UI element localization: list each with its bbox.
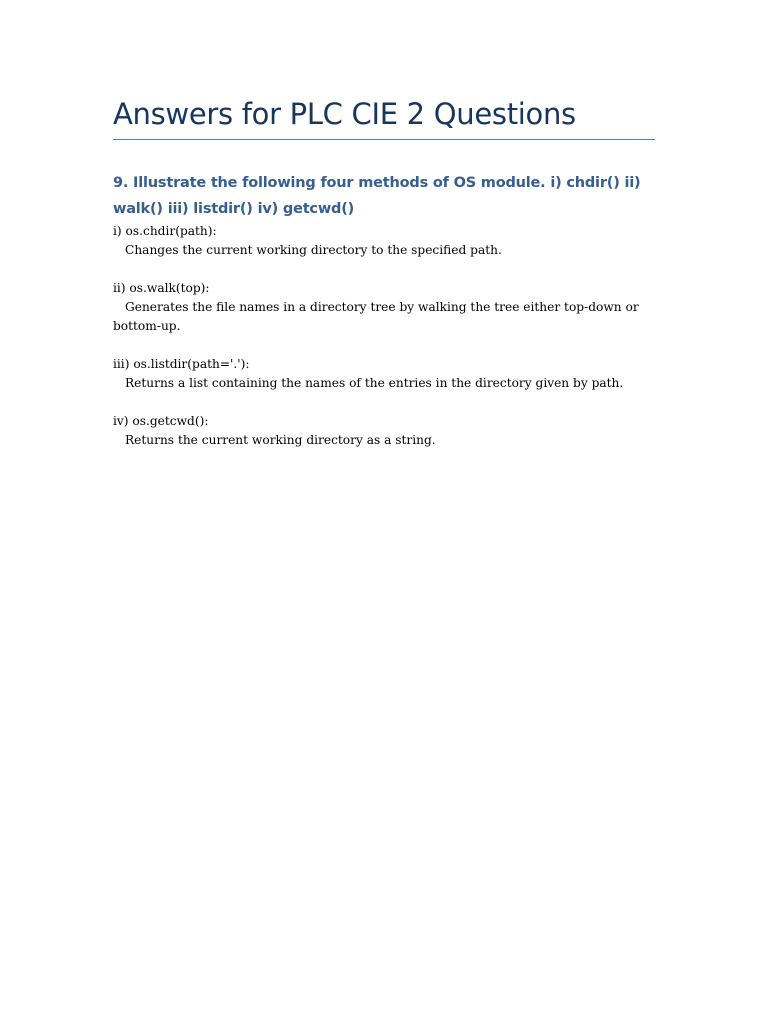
answer-heading: i) os.chdir(path): [113,224,217,238]
title-underline-divider [113,139,655,140]
answers-list [113,222,653,469]
answer-item-listdir [113,355,653,393]
answer-description: Changes the current working directory to the specified path. [125,243,502,257]
answer-heading: ii) os.walk(top): [113,281,210,295]
question-heading: 9. Illustrate the following four methods of OS module. i) chdir() ii) walk() iii) listdir() iv) getcwd() [113,175,641,217]
answer-item-walk [113,279,653,336]
answer-description: Returns a list containing the names of the entries in the directory given by path. [125,376,624,390]
answer-description: Generates the file names in a directory tree by walking the tree either top-down or bottom-up. [113,300,639,333]
answer-description: Returns the current working directory as a string. [125,433,436,447]
page-title: Answers for PLC CIE 2 Questions [113,97,576,131]
answer-heading: iii) os.listdir(path='.'): [113,357,250,371]
answer-item-getcwd [113,412,653,450]
answer-item-chdir [113,222,653,260]
answer-heading: iv) os.getcwd(): [113,414,209,428]
